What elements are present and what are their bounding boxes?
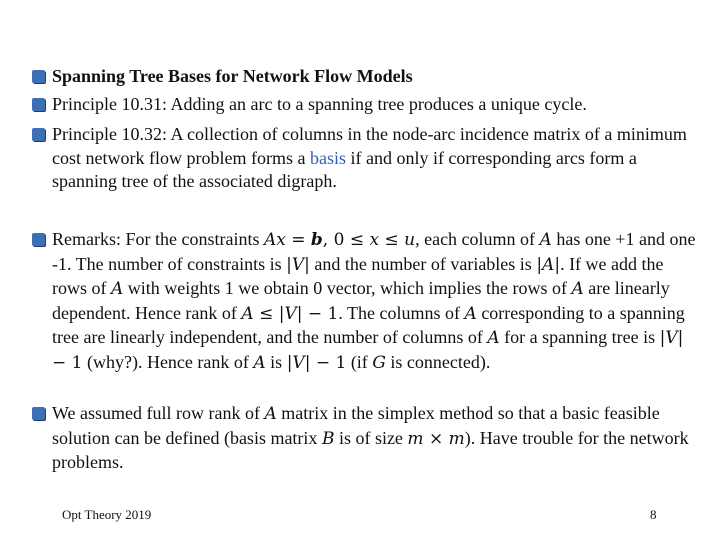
- principle-10-32-text: Principle 10.32: A collection of columns in the node-arc incidence matrix of a minimum cost network flow problem forms a basis if and only if corresponding arcs form a spanning tree of the associated digraph.: [52, 124, 687, 191]
- checkbox-bullet-icon: [32, 233, 45, 246]
- bullet-assumed: [32, 402, 702, 475]
- bullet-remarks: [32, 228, 702, 375]
- basis-highlight: basis: [309, 147, 346, 168]
- assumed-text: We assumed full row rank of A matrix in the simplex method so that a basic feasible solution can be defined (basis matrix B is of size m × m). Have trouble for the network problems.: [52, 403, 689, 472]
- principle-10-31-text: Principle 10.31: Adding an arc to a spanning tree produces a unique cycle.: [52, 94, 587, 114]
- page-number: 8: [650, 507, 657, 522]
- slide-title: Spanning Tree Bases for Network Flow Models: [52, 66, 413, 86]
- checkbox-bullet-icon: [32, 70, 45, 83]
- remarks-text: Remarks: For the constraints Ax = b, 0 ≤ x ≤ u, each column of A has one +1 and one -1. The number of constraints is |V| and the number of variables is |A|. If we add the rows of A with weights 1 we obtain 0 vector, which implies the rows of A are linearly dependent. Hence rank of A ≤ |V| − 1. The columns of A corresponding to a spanning tree are linearly independent, and the number of columns of A for a spanning tree is |V| − 1 (why?). Hence rank of A is |V| − 1 (if G is connected).: [52, 229, 696, 373]
- checkbox-bullet-icon: [32, 407, 45, 420]
- checkbox-bullet-icon: [32, 128, 45, 141]
- footer-course: Opt Theory 2019: [62, 507, 152, 522]
- bullet-principle-10-32: [32, 123, 702, 194]
- checkbox-bullet-icon: [32, 98, 45, 111]
- bullet-principle-10-31: [32, 93, 702, 117]
- bullet-title: [32, 65, 702, 89]
